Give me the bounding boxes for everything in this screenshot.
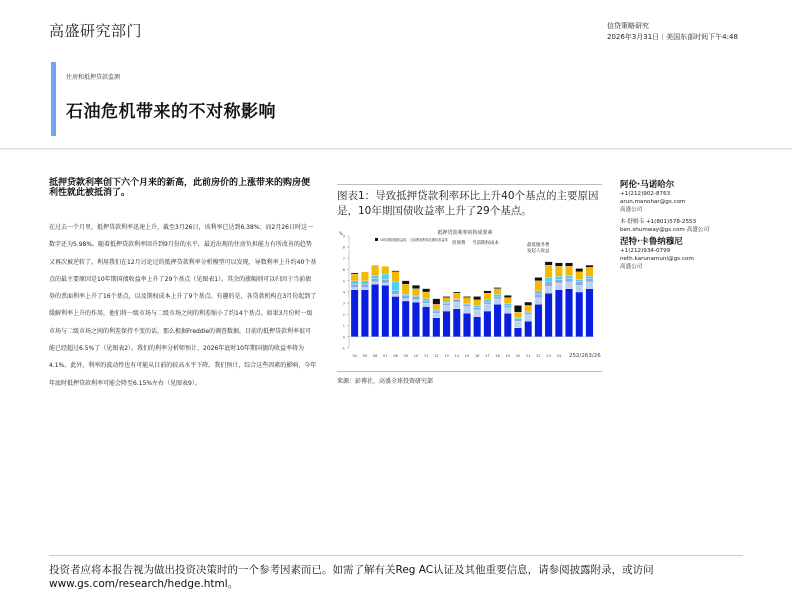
report-title: 石油危机带来的不对称影响 <box>66 102 276 122</box>
svg-text:06: 06 <box>372 354 378 358</box>
svg-text:4: 4 <box>342 290 345 295</box>
disclosure-link[interactable]: www.gs.com/research/hedge.html。 <box>49 578 239 590</box>
svg-text:发起人收益: 发起人收益 <box>527 249 550 254</box>
contact-email[interactable]: arun.manohar@gs.com <box>620 199 686 205</box>
svg-text:15: 15 <box>464 354 470 358</box>
svg-text:6: 6 <box>342 268 345 273</box>
report-meta <box>607 21 738 43</box>
figure-title: 图表1：导致抵押贷款利率环比上升40个基点的主要原因是，10年期国债收益率上升了29个基点。 <box>337 190 599 217</box>
lead-summary: 抵押贷款利率创下六个月来的新高，此前房价的上涨带来的购房便利性就此被抵消了。 <box>49 178 311 198</box>
svg-text:当前期权成本: 当前期权成本 <box>472 241 499 246</box>
svg-text:08: 08 <box>393 354 398 358</box>
title-block <box>51 62 276 136</box>
svg-text:0: 0 <box>342 335 345 340</box>
svg-text:13: 13 <box>444 354 449 358</box>
svg-text:21: 21 <box>525 354 531 358</box>
brand-name: 高盛研究部门 <box>49 22 143 40</box>
disclosure-text: 投资者应将本报告视为做出投资决策时的一个参考因素而已。如需了解有关Reg AC认证及其他重要信息，请参阅披露附录，或访问 <box>49 564 654 576</box>
svg-text:12: 12 <box>434 354 439 358</box>
contact-phone: +1(212)934-0799 <box>620 248 671 254</box>
contact-line <box>620 226 730 234</box>
divider <box>337 371 602 372</box>
contact-name: 涅特·卡鲁纳穆尼 <box>620 237 683 247</box>
report-kicker: 住房和抵押贷款监测 <box>66 74 121 81</box>
divider <box>337 184 602 185</box>
contact-firm: 高盛公司 <box>686 227 710 233</box>
svg-text:10年期国债收益率，当前票面利率及期权收益率: 10年期国债收益率，当前票面利率及期权收益率 <box>380 238 448 242</box>
svg-text:04: 04 <box>352 354 357 358</box>
svg-text:16: 16 <box>474 354 480 358</box>
svg-text:20: 20 <box>515 354 521 358</box>
svg-text:17: 17 <box>485 354 490 358</box>
disclosure-footer <box>49 563 749 591</box>
divider <box>49 555 743 556</box>
stacked-bar-chart <box>337 228 602 368</box>
svg-text:3: 3 <box>342 301 345 306</box>
divider <box>0 149 792 150</box>
contact-email[interactable]: ben.shumway@gs.com <box>620 227 685 233</box>
contact-phone: +1(212)902-8763 <box>620 191 671 197</box>
svg-text:8: 8 <box>342 245 345 250</box>
svg-text:11: 11 <box>423 354 429 358</box>
chart-canvas <box>337 228 602 368</box>
svg-text:2: 2 <box>342 312 345 317</box>
svg-text:%: % <box>339 231 343 236</box>
svg-text:18: 18 <box>495 354 500 358</box>
svg-text:07: 07 <box>383 354 388 358</box>
svg-text:252/263/26: 252/263/26 <box>569 353 601 359</box>
contact-card <box>620 218 730 234</box>
report-series: 信贷策略研究 <box>607 22 649 30</box>
report-date: 2026年3月31日｜美国东部时间下午4:48 <box>607 33 738 41</box>
contact-phone: +1(801)578-2553 <box>645 219 697 225</box>
svg-text:5: 5 <box>342 279 345 284</box>
svg-text:担保费: 担保费 <box>452 241 466 246</box>
contact-card <box>620 181 730 214</box>
svg-text:14: 14 <box>454 354 459 358</box>
svg-text:7: 7 <box>342 256 345 261</box>
contact-email[interactable]: neth.karunamuni@gs.com <box>620 256 694 262</box>
contact-card <box>620 238 730 271</box>
svg-text:09: 09 <box>403 354 408 358</box>
svg-text:22: 22 <box>536 354 541 358</box>
contact-line <box>620 218 730 226</box>
svg-text:最低服务费: 最低服务费 <box>527 243 550 248</box>
svg-text:-1: -1 <box>341 346 345 351</box>
contacts-panel <box>620 181 730 271</box>
svg-text:24: 24 <box>556 354 562 358</box>
svg-text:9: 9 <box>342 234 345 239</box>
svg-text:抵押贷款利率的构成要素: 抵押贷款利率的构成要素 <box>437 230 493 236</box>
svg-text:23: 23 <box>546 354 551 358</box>
contact-firm: 高盛公司 <box>620 264 643 270</box>
contact-name: 本·舒姆韦 <box>620 219 645 225</box>
body-text: 在过去一个月里，抵押贷款利率迅速上升，截至3月26日，该利率已达到6.38%；而2月26日时这一数字还为5.98%。随着抵押贷款利率回升到9月份的水平，最近出现的住房负担能力有所改善的趋势又再次被逆转了。利用我们在12月讨论过的抵押贷款利率分析模型可以发现，导数利率上升约40个基点的最主要原因是10年期国债收益率上升了29个基点（见图表1）。其余的涨幅则可以归因于当前债券的票面利率上升了16个基点，以及期权成本上升了9个基点。有趣的是，各贷款机构在3月份起到了缓解利率上升的作用，他们将一级市场与二级市场之间的利差缩小了约14个基点。如果3月份时一级市场与二级市场之间的利差保持不变的话，那么根据Freddie的调查数据，目前的抵押贷款利率很可能已经超过6.5%了（见图表2）。我们的利率分析师预计，2026年底时10年期国债的收益率将为4.1%。此外，利率的波动性也有可能从目前的较高水平下降。我们预计，综合这些因素的影响，今年年底时抵押贷款利率可能会降至6.15%左右（见图表9）。 <box>49 224 317 387</box>
figure-source: 来源：彭博社，高盛全球投资研究部 <box>337 378 434 385</box>
svg-text:10: 10 <box>413 354 419 358</box>
svg-text:19: 19 <box>505 354 511 358</box>
contact-name: 阿伦·马诺哈尔 <box>620 180 675 190</box>
svg-text:1: 1 <box>342 324 345 329</box>
svg-text:05: 05 <box>362 354 368 358</box>
contact-firm: 高盛公司 <box>620 207 643 213</box>
